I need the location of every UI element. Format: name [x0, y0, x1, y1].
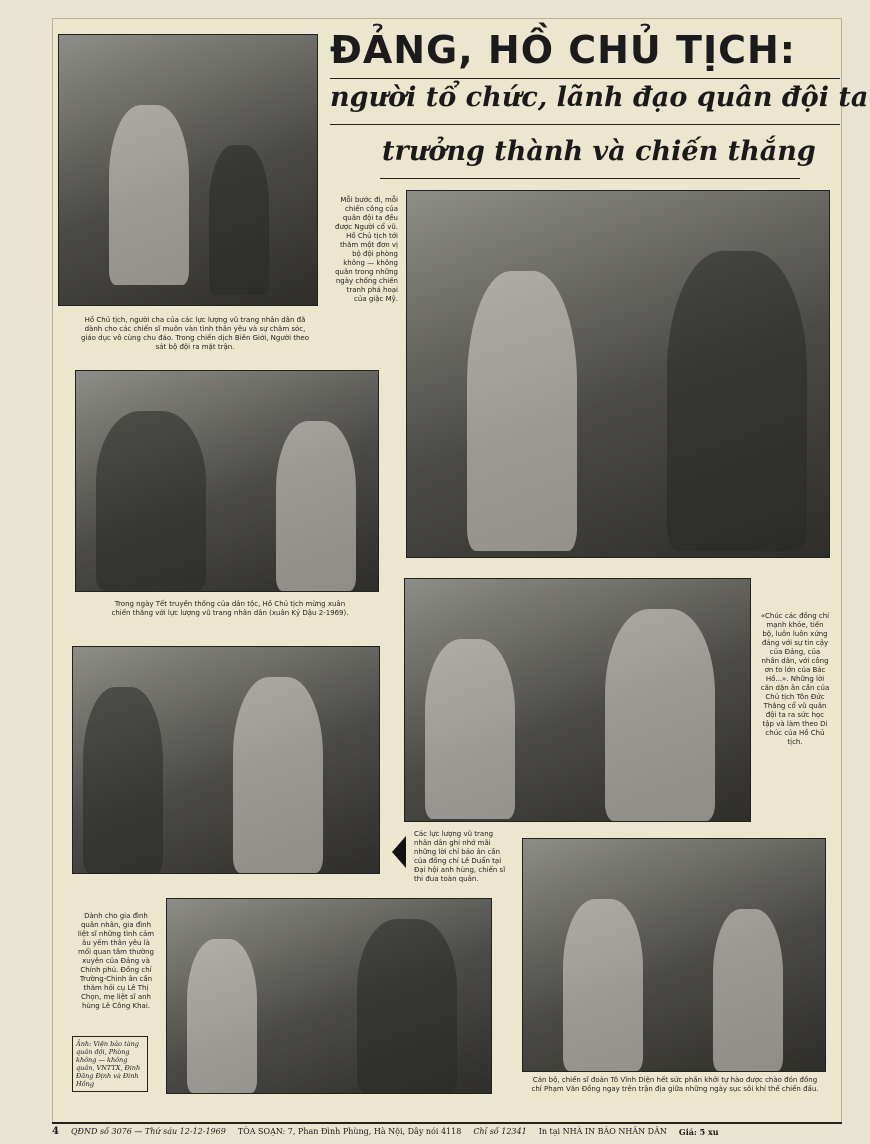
headline-line-3: trưởng thành và chiến thắng: [382, 136, 816, 167]
headline-rule: [330, 78, 840, 79]
index-number: Chỉ số 12341: [473, 1127, 527, 1136]
arrow-left-icon: [392, 836, 406, 868]
editorial-office: TÒA SOẠN: 7, Phan Đình Phùng, Hà Nội, Dây nói 4118: [237, 1127, 462, 1136]
caption-right-top: Mỗi bước đi, mỗi chiến công của quân đội ta đều được Người cổ vũ. Hồ Chủ tịch tới thăm một đơn vị bộ đội phòng không — không quân trong những ngày chống chiến tranh phá hoại của giặc Mỹ.: [335, 196, 398, 303]
caption-quote: «Chúc các đồng chí mạnh khỏe, tiến bộ, luôn luôn xứng đáng với sự tin cậy của Đảng, của nhân dân, với công ơn to lớn của Bác Hồ...». Những lời căn dặn ân cần của Chủ tịch Tôn Đức Thắng cổ vũ quân đội ta ra sức học tập và làm theo Di chúc của Hồ Chủ tịch.: [760, 612, 830, 746]
photo-pham-van-dong: [522, 838, 826, 1072]
photo-credit-text: Ảnh: Viện bảo tàng quân đội, Phòng không — không quân, VNTTX, Đinh Đăng Định và Đinh Hồng: [76, 1040, 141, 1088]
footer-rule: [52, 1122, 842, 1124]
headline-line-1: ĐẢNG, HỒ CHỦ TỊCH:: [330, 28, 796, 72]
page-number: 4: [52, 1126, 59, 1137]
photo-truong-chinh: [166, 898, 492, 1094]
issue-info: QĐND số 3076 — Thứ sáu 12-12-1969: [70, 1127, 226, 1136]
photo-air-defense-unit: [406, 190, 830, 558]
caption-arrow: Các lực lượng vũ trang nhân dân ghi nhớ mãi những lời chỉ bảo ân cần của đồng chí Lê Duẩn tại Đại hội anh hùng, chiến sĩ thi đua toàn quân.: [414, 830, 506, 883]
caption-bottom-right: Cán bộ, chiến sĩ đoàn Tô Vĩnh Diện hết sức phấn khởi tự hào được chào đón đồng chí Phạm Văn Đồng ngay trên trận địa giữa những ngày sục sôi khí thế chiến đấu.: [531, 1076, 819, 1093]
headline-rule: [380, 178, 800, 179]
footer: [52, 1126, 842, 1137]
caption-family: Dành cho gia đình quân nhân, gia đình liệt sĩ những tình cảm âu yếm thân yêu là mối quan tâm thường xuyên của Đảng và Chính phủ. Đồng chí Trường-Chinh ân cần thăm hỏi cụ Lê Thị Chọn, mẹ liệt sĩ anh hùng Lê Công Khai.: [77, 912, 155, 1010]
headline-rule: [330, 124, 840, 125]
photo-ton-duc-thang: [404, 578, 751, 822]
caption-photo-1: Hồ Chủ tịch, người cha của các lực lượng vũ trang nhân dân đã dành cho các chiến sĩ muôn vàn tình thân yêu và sự chăm sóc, giáo dục vô cùng chu đáo. Trong chiến dịch Biên Giới, Người theo sát bộ đội ra mặt trận.: [80, 316, 310, 351]
photo-tet-1969: [75, 370, 379, 592]
caption-photo-3: Trong ngày Tết truyền thống của dân tộc, Hồ Chủ tịch mừng xuân chiến thắng với lực lượng vũ trang nhân dân (xuân Kỷ Dậu 2-1969).: [111, 600, 349, 617]
headline-line-2: người tổ chức, lãnh đạo quân đội ta: [330, 82, 869, 113]
photo-le-duan: [72, 646, 380, 874]
price: Giá: 5 xu: [678, 1126, 719, 1137]
photo-ho-chi-minh-campaign: [58, 34, 318, 306]
printer-info: In tại NHÀ IN BÁO NHÂN DÂN: [538, 1127, 667, 1136]
photo-credit-box: [72, 1036, 148, 1092]
